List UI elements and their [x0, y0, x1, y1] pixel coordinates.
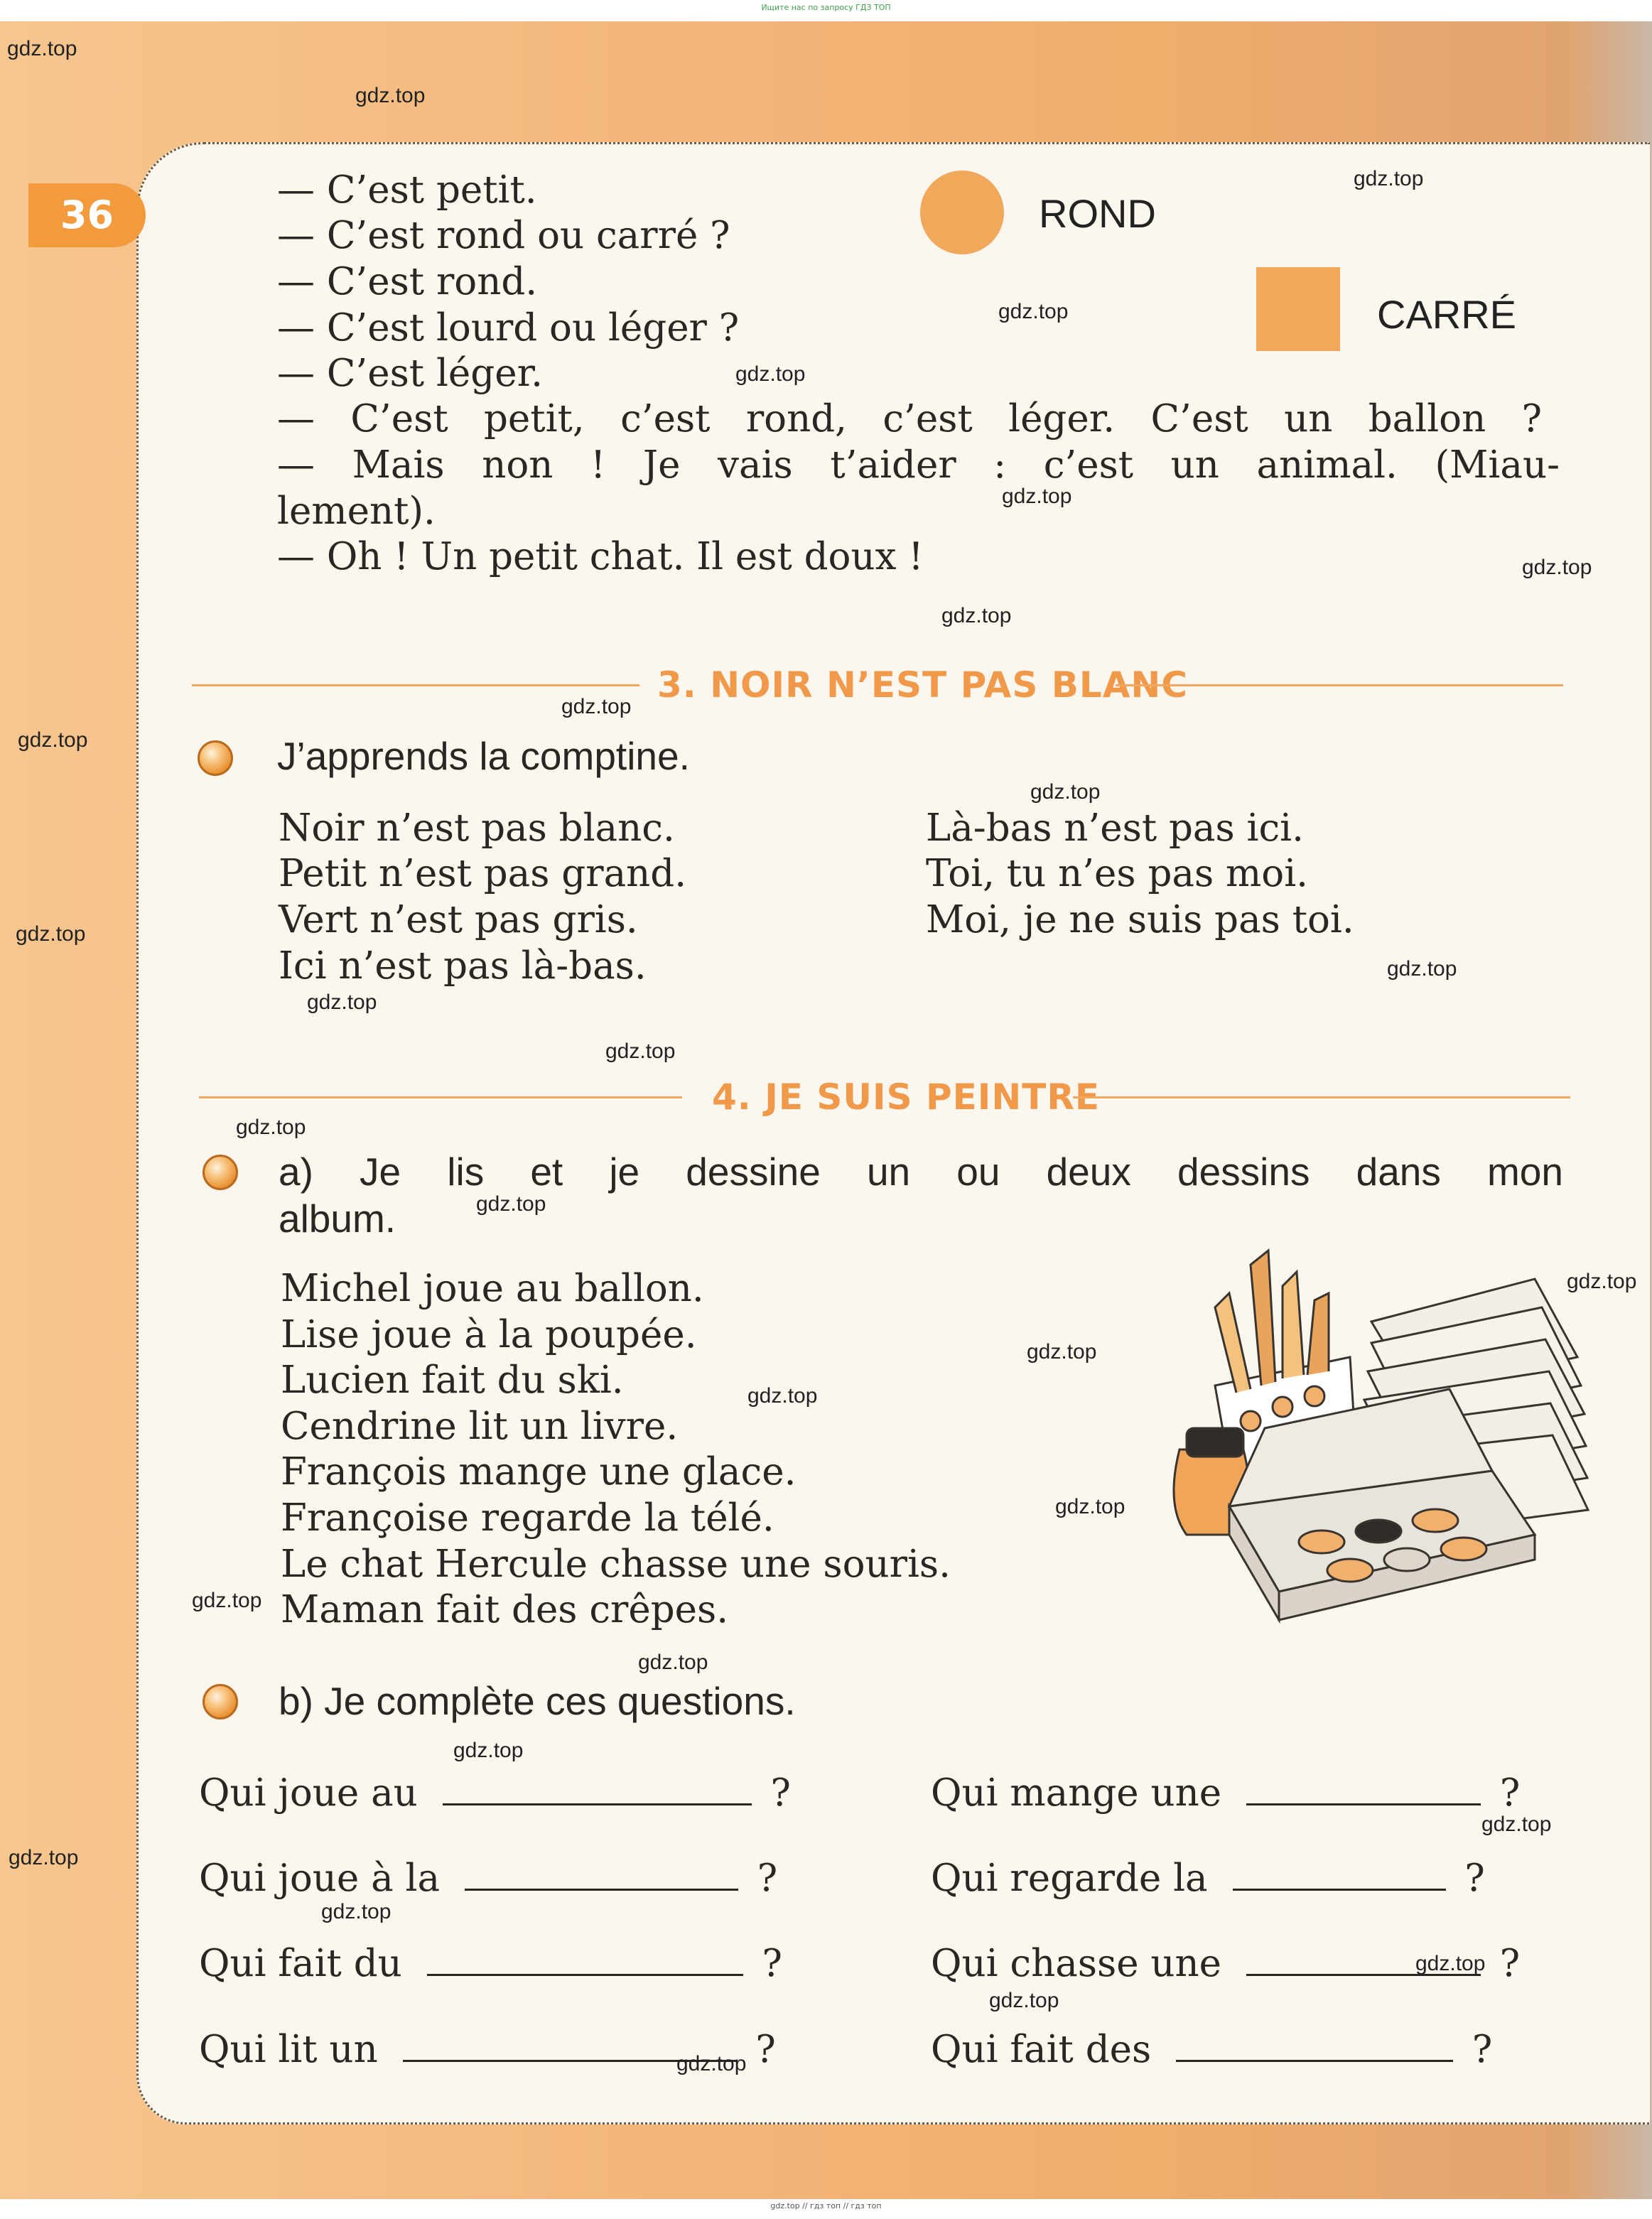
section-4-title: 4. JE SUIS PEINTRE — [712, 1076, 1101, 1118]
watermark: gdz.top — [1481, 1813, 1552, 1836]
dialogue-line: lement). — [277, 490, 436, 533]
answer-blank[interactable] — [427, 1945, 743, 1976]
question-row — [199, 1771, 791, 1816]
section-4-b-instruction: b) Je complète ces questions. — [279, 1679, 796, 1723]
rond-label: ROND — [1039, 191, 1156, 236]
section-3-instruction: J’apprends la comptine. — [277, 734, 690, 778]
question-text: Qui fait des — [931, 2028, 1152, 2071]
sentence-line: Lise joue à la poupée. — [281, 1313, 697, 1356]
watermark: gdz.top — [1027, 1340, 1097, 1364]
question-mark: ? — [1499, 1771, 1521, 1815]
sentence-line: Le chat Hercule chasse une souris. — [281, 1543, 951, 1586]
sentence-line: Cendrine lit un livre. — [281, 1405, 679, 1448]
watermark: gdz.top — [747, 1384, 818, 1408]
answer-blank[interactable] — [1246, 1775, 1481, 1805]
watermark: gdz.top — [1055, 1495, 1125, 1518]
sentence-line: Maman fait des crêpes. — [281, 1588, 729, 1631]
question-mark: ? — [770, 1771, 791, 1815]
watermark: gdz.top — [998, 300, 1069, 323]
watermark: gdz.top — [307, 990, 377, 1014]
carre-square-shape — [1256, 267, 1340, 351]
page-number: 36 — [28, 183, 146, 247]
question-row — [931, 1771, 1520, 1816]
section-4-a-instruction-cont: album. — [279, 1197, 396, 1241]
question-row — [199, 1941, 782, 1987]
watermark: gdz.top — [1415, 1952, 1486, 1975]
section-3-title: 3. NOIR N’EST PAS BLANC — [657, 664, 1188, 706]
watermark: gdz.top — [453, 1739, 524, 1762]
watermark: gdz.top — [941, 604, 1012, 627]
answer-blank[interactable] — [443, 1775, 752, 1805]
art-supplies-illustration — [1137, 1236, 1592, 1634]
question-text: Qui chasse une — [931, 1942, 1222, 1985]
watermark: gdz.top — [9, 1846, 79, 1869]
comptine-line: Petit n’est pas grand. — [279, 852, 687, 895]
question-mark: ? — [755, 2028, 776, 2071]
sentence-line: Michel joue au ballon. — [281, 1267, 704, 1310]
question-text: Qui lit un — [199, 2028, 378, 2071]
question-row — [199, 1856, 777, 1901]
answer-blank[interactable] — [465, 1860, 738, 1891]
sentence-line: François mange une glace. — [281, 1450, 797, 1494]
comptine-line: Toi, tu n’es pas moi. — [926, 852, 1308, 895]
question-text: Qui joue à la — [199, 1857, 441, 1900]
question-mark: ? — [1472, 2028, 1493, 2071]
exercise-bullet-icon — [203, 1155, 238, 1190]
watermark: gdz.top — [605, 1040, 676, 1063]
question-text: Qui mange une — [931, 1771, 1222, 1815]
watermark: gdz.top — [1522, 556, 1592, 579]
watermark: gdz.top — [676, 2052, 747, 2075]
watermark: gdz.top — [989, 1989, 1059, 2012]
exercise-bullet-icon — [198, 740, 233, 776]
watermark: gdz.top — [735, 362, 806, 386]
dialogue-line: — C’est rond ou carré ? — [277, 214, 730, 257]
watermark: gdz.top — [1002, 485, 1072, 508]
top-note: Ищите нас по запросу ГДЗ ТОП — [761, 3, 891, 12]
carre-label: CARRÉ — [1377, 292, 1517, 337]
comptine-line: Vert n’est pas gris. — [279, 898, 638, 941]
watermark: gdz.top — [638, 1651, 708, 1674]
dialogue-line: — C’est petit. — [277, 168, 537, 212]
watermark: gdz.top — [192, 1589, 262, 1612]
watermark: gdz.top — [476, 1192, 546, 1216]
dialogue-line: — C’est petit, c’est rond, c’est léger. C’est un ballon ? — [277, 397, 1542, 441]
watermark: gdz.top — [355, 84, 426, 107]
question-text: Qui joue au — [199, 1771, 418, 1815]
watermark: gdz.top — [561, 695, 632, 718]
comptine-line: Là-bas n’est pas ici. — [926, 806, 1304, 850]
watermark: gdz.top — [1567, 1270, 1637, 1293]
question-row — [931, 1856, 1485, 1901]
rond-circle-shape — [920, 171, 1004, 254]
section-4-header — [199, 1076, 1570, 1119]
bottom-note: gdz.top // гдз топ // гдз топ — [770, 2201, 882, 2210]
watermark: gdz.top — [1387, 957, 1457, 981]
question-row — [931, 2027, 1492, 2073]
dialogue-line: — C’est léger. — [277, 352, 543, 395]
question-mark: ? — [1499, 1942, 1521, 1985]
dialogue-line: — C’est rond. — [277, 260, 538, 303]
watermark: gdz.top — [321, 1900, 392, 1923]
watermark: gdz.top — [236, 1116, 306, 1139]
question-mark: ? — [757, 1857, 778, 1900]
comptine-line: Noir n’est pas blanc. — [279, 806, 675, 850]
dialogue-line: — Mais non ! Je vais t’aider : c’est un animal. (Miau- — [277, 443, 1560, 487]
dialogue-line: — Oh ! Un petit chat. Il est doux ! — [277, 535, 924, 578]
question-mark: ? — [762, 1942, 782, 1985]
watermark: gdz.top — [18, 728, 88, 752]
question-text: Qui fait du — [199, 1942, 402, 1985]
watermark: gdz.top — [16, 922, 86, 946]
section-4-a-instruction: a) Je lis et je dessine un ou deux dessins dans mon — [279, 1150, 1563, 1194]
answer-blank[interactable] — [1176, 2031, 1453, 2062]
dialogue-line: — C’est lourd ou léger ? — [277, 306, 740, 350]
exercise-bullet-icon — [203, 1684, 238, 1719]
watermark: gdz.top — [1030, 780, 1101, 804]
question-mark: ? — [1464, 1857, 1485, 1900]
answer-blank[interactable] — [1233, 1860, 1446, 1891]
watermark: gdz.top — [1354, 167, 1424, 190]
comptine-line: Ici n’est pas là-bas. — [279, 944, 647, 988]
sentence-line: Lucien fait du ski. — [281, 1359, 624, 1402]
watermark: gdz.top — [7, 37, 77, 60]
section-3-header — [192, 664, 1563, 707]
sentence-line: Françoise regarde la télé. — [281, 1496, 774, 1540]
comptine-line: Moi, je ne suis pas toi. — [926, 898, 1354, 941]
question-text: Qui regarde la — [931, 1857, 1208, 1900]
